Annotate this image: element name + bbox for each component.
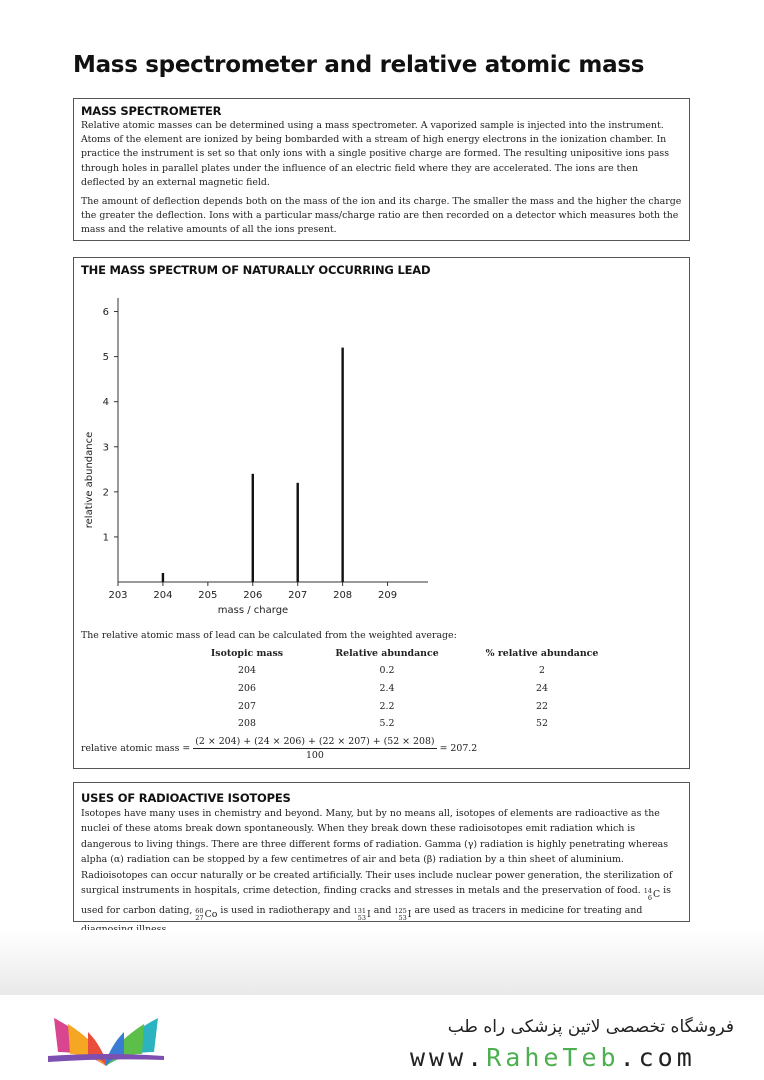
- y-tick-label: 2: [102, 487, 109, 499]
- calc-intro: The relative atomic mass of lead can be calculated from the weighted average:: [81, 630, 457, 641]
- column-header: % relative abundance: [485, 647, 599, 659]
- nuclide-c14: [644, 887, 660, 902]
- paragraph-text: Isotopes have many uses in chemistry and beyond. Many, but by no means all, isotopes of elements are radioactive as the nuclei of these atoms break down spontaneously. When they break down these radioisotopes emit radiation which is dangerous to living things. There are three different forms of radiation. Gamma (γ) radiation is highly penetrating whereas alpha (α) radiation can be stopped by a few centimetres of air and beta (β) radiation by a thin sheet of aluminium. Radioisotopes can occur naturally or be created artificially. Their uses include nuclear power generation, the sterilization of surgical instruments in hospitals, crime detection, finding cracks and stresses in metals and the preservation of food.: [81, 808, 673, 897]
- y-tick-label: 3: [102, 442, 109, 454]
- shop-name: فروشگاه تخصصی لاتین پزشکی راه طب: [447, 1017, 734, 1037]
- table-cell: 207: [238, 700, 256, 712]
- x-tick-label: 205: [198, 590, 218, 601]
- formula-denominator: 100: [305, 750, 324, 761]
- mass-number: 60: [195, 906, 204, 915]
- mass-number: 125: [394, 906, 407, 915]
- atomic-number: 27: [195, 913, 204, 922]
- formula-fraction: [193, 736, 436, 761]
- mass-spectrometer-section: [73, 98, 690, 241]
- table-cell: 208: [238, 718, 256, 730]
- url-prefix: www.: [410, 1043, 487, 1072]
- table-cell: 206: [238, 683, 256, 695]
- paragraph: The amount of deflection depends both on the mass of the ion and its charge. The smaller the mass and the higher the charge the greater the deflection. Ions with a particular mass/charge ratio are then recorded on a detector which measures both the mass and the relative amounts of all the ions present.: [81, 196, 682, 236]
- bar-207: [297, 483, 299, 582]
- paragraph: [81, 806, 682, 938]
- mass-spectrum-chart: [74, 258, 514, 628]
- table-cell: 2.2: [379, 700, 395, 712]
- paragraph-text: is used for carbon dating,: [81, 885, 671, 916]
- x-tick-label: 207: [288, 590, 308, 601]
- column-header: Isotopic mass: [210, 647, 284, 659]
- column-header: Relative abundance: [335, 647, 439, 659]
- y-tick-label: 6: [102, 307, 109, 319]
- radioactive-isotopes-section: [73, 782, 690, 922]
- y-axis-label: relative abundance: [84, 431, 95, 529]
- atomic-number: 53: [398, 913, 407, 922]
- weighted-average-formula: [81, 736, 477, 761]
- element-symbol: I: [367, 909, 371, 921]
- table-row: [182, 715, 622, 733]
- element-symbol: I: [407, 909, 412, 921]
- book-logo-icon: [44, 1008, 169, 1068]
- table-cell: 52: [536, 718, 548, 730]
- nuclide-co60: [195, 907, 217, 922]
- atomic-number: 6: [647, 894, 652, 903]
- section-heading: THE MASS SPECTRUM OF NATURALLY OCCURRING LEAD: [81, 263, 431, 277]
- table-cell: 2.4: [379, 683, 395, 695]
- page-title: Mass spectrometer and relative atomic mass: [73, 52, 645, 78]
- table-cell: 24: [536, 683, 548, 695]
- table-cell: 22: [536, 700, 548, 712]
- x-tick-label: 209: [378, 590, 398, 601]
- bar-204: [162, 573, 164, 582]
- paragraph-text: are used as tracers in medicine for treating and: [414, 904, 643, 916]
- x-tick-label: 208: [333, 590, 353, 601]
- atomic-number: 53: [357, 913, 367, 922]
- formula-numerator: (2 × 204) + (24 × 206) + (22 × 207) + (52 × 208): [195, 736, 435, 747]
- paragraph-text: and: [370, 904, 395, 916]
- paragraph-text: is used in radiotherapy and: [217, 904, 354, 916]
- mass-number: 131: [353, 906, 367, 915]
- table-row: [182, 680, 622, 698]
- url-suffix: .com: [619, 1043, 696, 1072]
- bar-208: [341, 348, 343, 582]
- y-tick-label: 4: [102, 397, 109, 409]
- table-header-row: [182, 644, 622, 662]
- element-symbol: C: [652, 889, 661, 901]
- x-tick-label: 204: [153, 590, 173, 601]
- y-tick-label: 5: [102, 352, 109, 364]
- paragraph: Relative atomic masses can be determined using a mass spectrometer. A vaporized sample is injected into the instrument. Atoms of the element are ionized by being bombarded with a stream of high energy electrons in the ionization chamber. In practice the instrument is set so that only ions with a single positive charge are formed. The resulting unipositive ions pass through holes in parallel plates under the influence of an electric field where they are accelerated. The ions are then deflected by an external magnetic field.: [81, 120, 670, 188]
- nuclide-i131: [354, 907, 371, 922]
- table-cell: 2: [539, 665, 545, 677]
- mass-spectrum-section: [73, 257, 690, 769]
- x-tick-label: 206: [243, 590, 263, 601]
- bar-206: [252, 474, 254, 582]
- table-row: [182, 697, 622, 715]
- section-heading: USES OF RADIOACTIVE ISOTOPES: [81, 791, 291, 805]
- x-axis-label: mass / charge: [217, 605, 289, 616]
- page-shadow: [0, 930, 764, 995]
- site-url[interactable]: [410, 1043, 696, 1072]
- y-tick-label: 1: [102, 532, 109, 544]
- isotope-table: [182, 644, 622, 733]
- mass-number: 14: [643, 887, 652, 896]
- url-brand: RaheTeb: [486, 1043, 620, 1072]
- nuclide-i125: [394, 907, 411, 922]
- x-tick-label: 203: [108, 590, 128, 601]
- table-cell: 0.2: [379, 665, 395, 677]
- table-cell: 5.2: [379, 718, 395, 730]
- section-heading: MASS SPECTROMETER: [81, 104, 222, 118]
- element-symbol: Co: [204, 909, 218, 921]
- table-cell: 204: [238, 665, 256, 677]
- formula-lhs: relative atomic mass =: [81, 743, 191, 754]
- formula-result: = 207.2: [439, 743, 478, 754]
- table-row: [182, 662, 622, 680]
